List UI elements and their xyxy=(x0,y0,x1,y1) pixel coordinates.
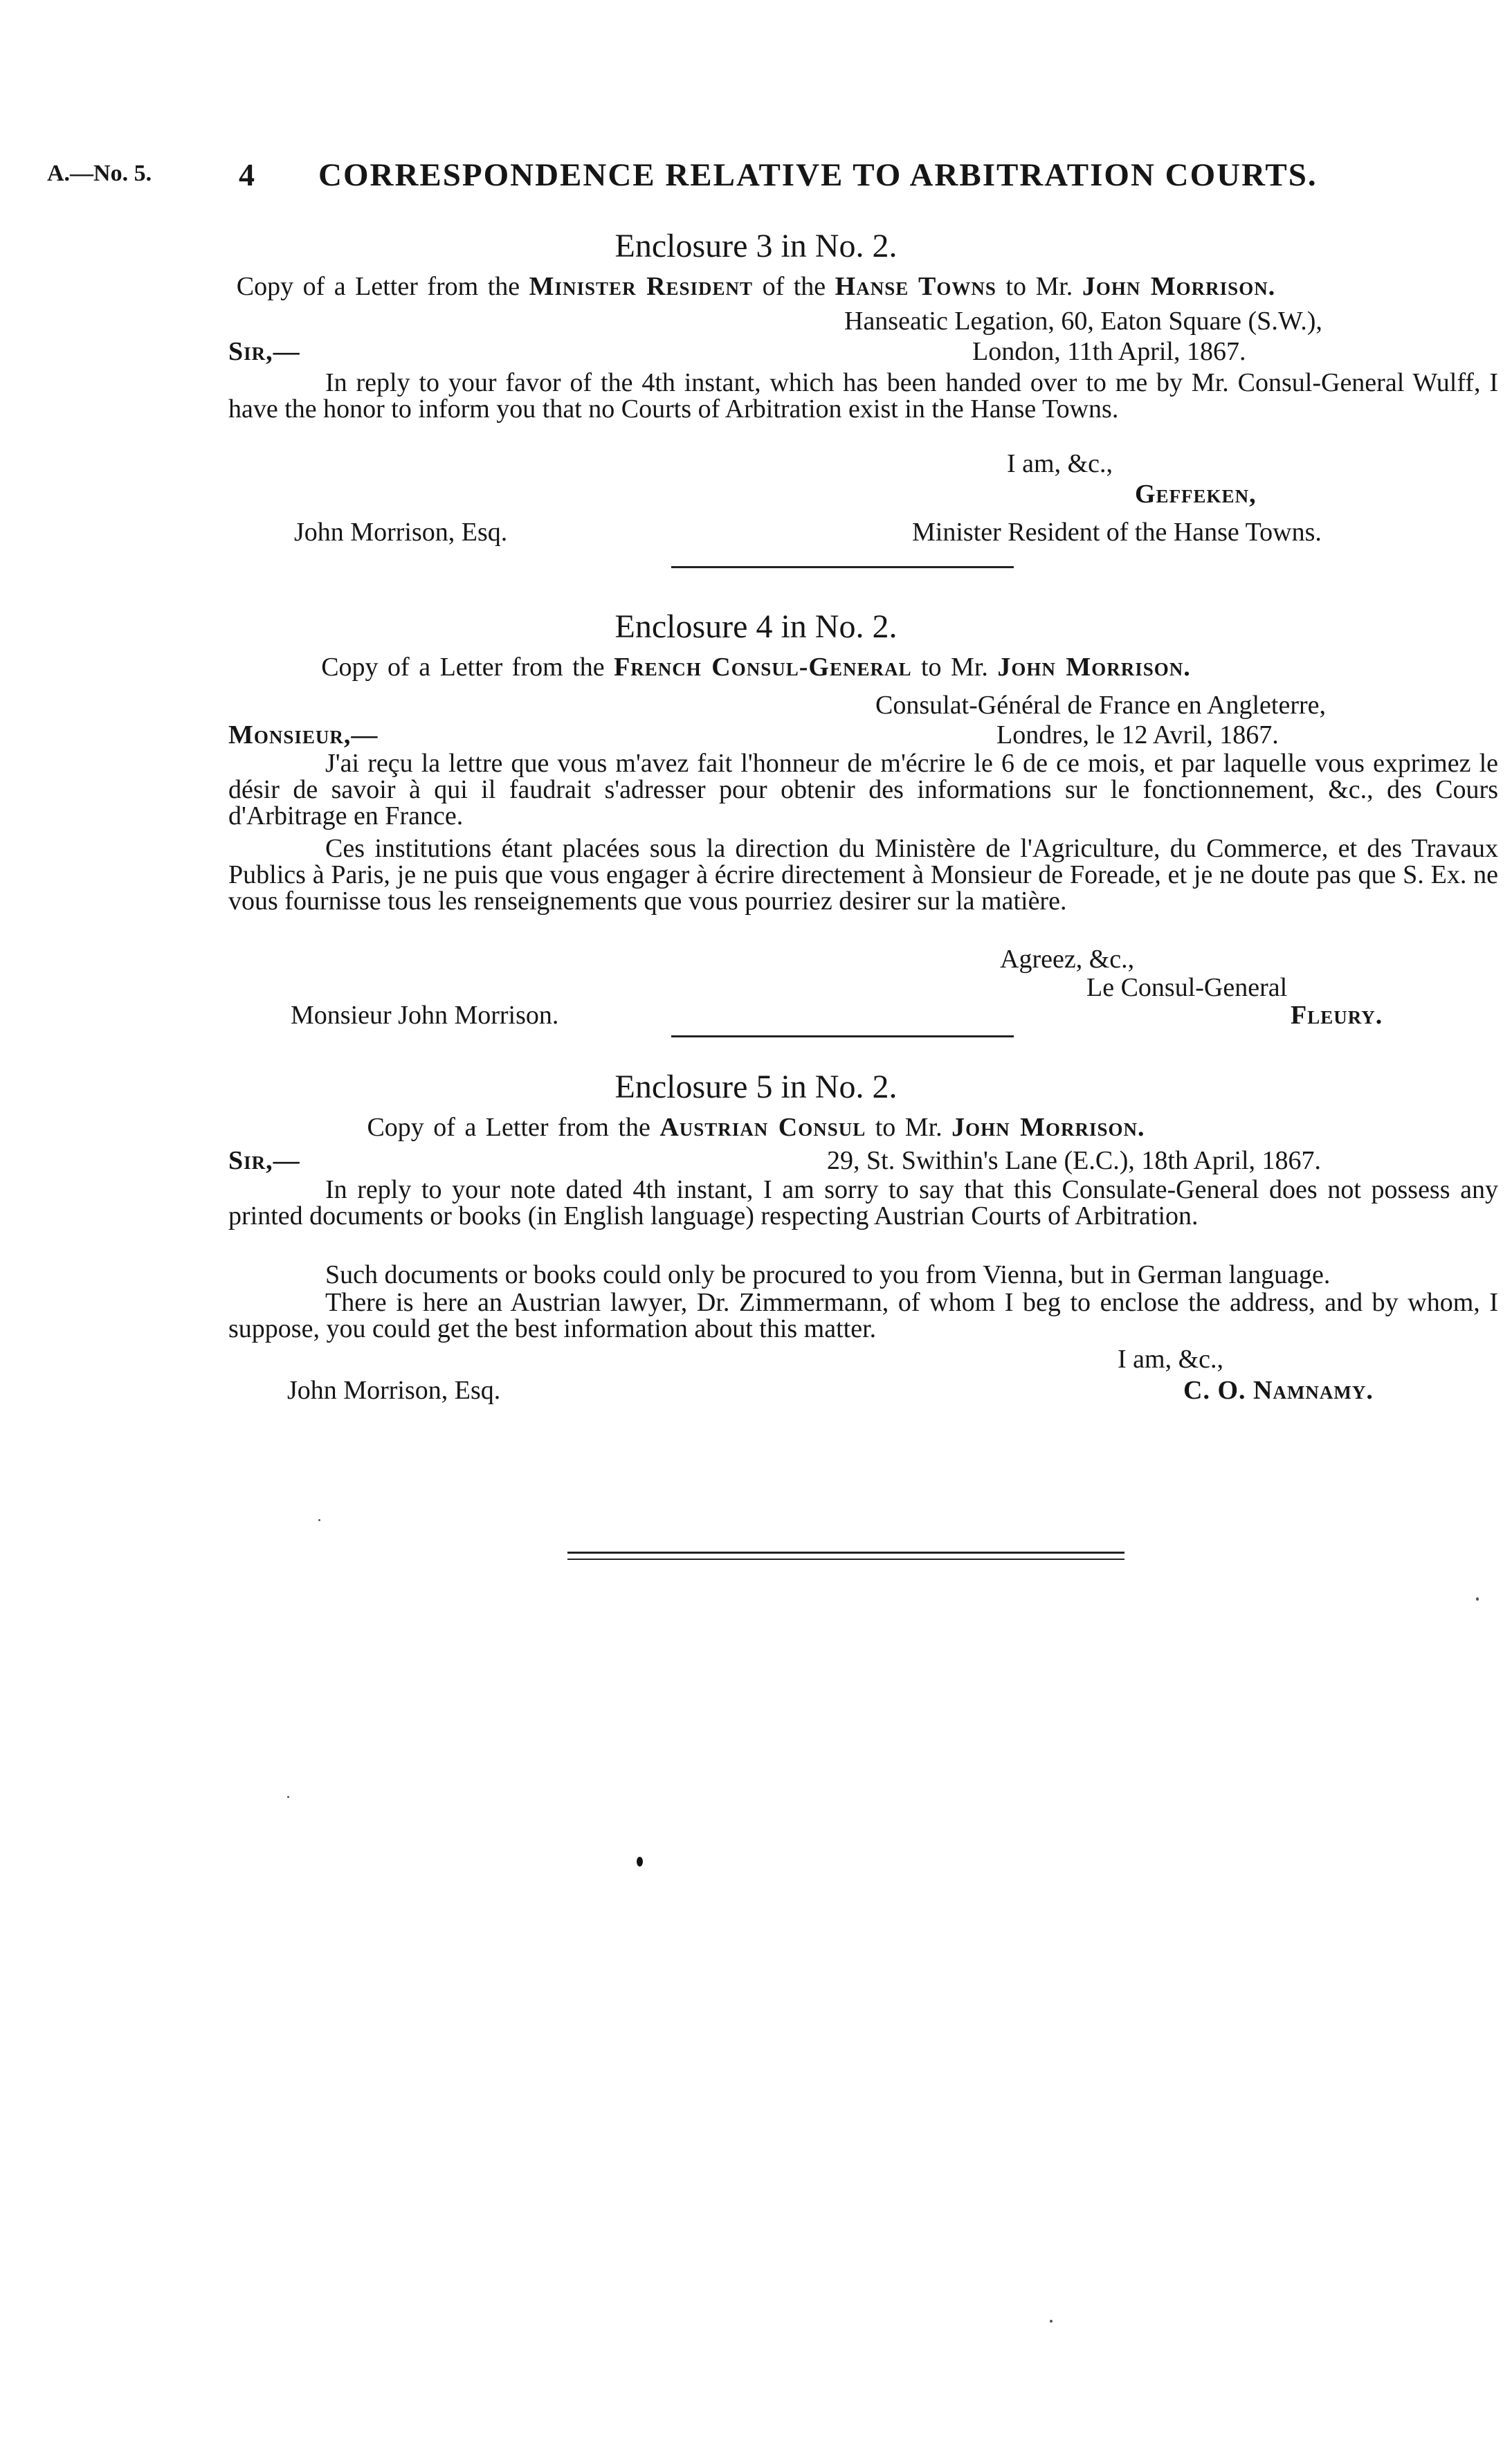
scan-speck xyxy=(1476,1597,1479,1601)
scan-speck xyxy=(287,1796,289,1798)
subtitle-sender: French Consul-General xyxy=(614,653,912,682)
subtitle-text: Copy of a Letter from the xyxy=(367,1113,650,1142)
subtitle-text: to Mr. xyxy=(875,1113,942,1142)
enclosure-3-address-line-2: London, 11th April, 1867. xyxy=(972,337,1246,366)
enclosure-3-signature: Geffeken, xyxy=(1135,480,1257,509)
enclosure-3-body xyxy=(228,370,1498,422)
subtitle-text: of the xyxy=(762,272,826,301)
enclosure-5-address: 29, St. Swithin's Lane (E.C.), 18th April, 1867. xyxy=(827,1146,1322,1175)
body-text: In reply to your favor of the 4th instant, which has been handed over to me by Mr. Consul-General Wulff, I have the honor to inform you that no Courts of Arbitration exist in the Hanse Towns. xyxy=(228,368,1498,424)
enclosure-4-paragraph-1 xyxy=(228,750,1498,829)
end-double-rule-bottom xyxy=(567,1559,1124,1560)
subtitle-sender: Minister Resident xyxy=(529,272,754,301)
body-text: There is here an Austrian lawyer, Dr. Zimmermann, of whom I beg to enclose the address, and by whom, I suppose, you could get the best information about this matter. xyxy=(228,1288,1498,1343)
enclosure-4-signature-title: Le Consul-General xyxy=(1086,973,1288,1002)
subtitle-text: to Mr. xyxy=(1005,272,1073,301)
enclosure-4-address-line-1: Consulat-Général de France en Angleterre, xyxy=(875,691,1327,720)
subtitle-text: to Mr. xyxy=(921,653,988,682)
enclosure-3-closing: I am, &c., xyxy=(1007,449,1113,478)
enclosure-3-addressee: John Morrison, Esq. xyxy=(294,518,508,547)
enclosure-3-heading: Enclosure 3 in No. 2. xyxy=(614,228,898,264)
subtitle-place: Hanse Towns xyxy=(835,272,996,301)
subtitle-sender: Austrian Consul xyxy=(659,1113,866,1142)
enclosure-5-salutation: Sir,— xyxy=(228,1146,300,1175)
subtitle-recipient: John Morrison. xyxy=(1082,272,1276,301)
body-text: J'ai reçu la lettre que vous m'avez fait l'honneur de m'écrire le 6 de ce mois, et par laquelle vous exprimez le désir de savoir à qui il faudrait s'adresser pour obtenir des informations sur le fonctionnement, &c., des Cours d'Arbitrage en France. xyxy=(228,749,1498,830)
enclosure-3-address-line-1: Hanseatic Legation, 60, Eaton Square (S.W.), xyxy=(844,307,1322,336)
end-double-rule-top xyxy=(567,1552,1124,1554)
enclosure-5-paragraph-3 xyxy=(228,1289,1498,1342)
subtitle-recipient: John Morrison. xyxy=(997,653,1191,682)
enclosure-5-closing: I am, &c., xyxy=(1118,1345,1224,1374)
enclosure-4-address-line-2: Londres, le 12 Avril, 1867. xyxy=(996,720,1279,750)
enclosure-3-signature-title: Minister Resident of the Hanse Towns. xyxy=(912,518,1322,547)
enclosure-4-closing: Agreez, &c., xyxy=(1000,945,1135,974)
enclosure-5-paragraph-1 xyxy=(228,1177,1498,1229)
running-title: CORRESPONDENCE RELATIVE TO ARBITRATION COURTS. xyxy=(318,157,1318,193)
body-text: Ces institutions étant placées sous la direction du Ministère de l'Agriculture, du Commerce, et des Travaux Publics à Paris, je ne puis que vous engager à écrire directement à Monsieur de Foreade, et je ne doute pas que S. Ex. ne vous fournisse tous les renseignements que vous pourriez desirer sur la matière. xyxy=(228,834,1498,916)
enclosure-4-paragraph-2 xyxy=(228,835,1498,914)
subtitle-text: Copy of a Letter from the xyxy=(321,653,605,682)
enclosure-3-subtitle xyxy=(0,273,1512,300)
enclosure-5-paragraph-2 xyxy=(228,1262,1498,1288)
enclosure-3-salutation: Sir,— xyxy=(228,337,300,366)
enclosure-4-salutation: Monsieur,— xyxy=(228,720,379,750)
margin-reference: A.—No. 5. xyxy=(47,161,152,186)
scan-speck xyxy=(1050,2320,1053,2323)
scan-speck xyxy=(637,1857,643,1867)
page-number: 4 xyxy=(239,157,255,192)
enclosure-5-heading: Enclosure 5 in No. 2. xyxy=(614,1069,898,1105)
scan-speck xyxy=(318,1519,320,1521)
enclosure-4-addressee: Monsieur John Morrison. xyxy=(291,1001,559,1030)
body-text: In reply to your note dated 4th instant, I am sorry to say that this Consulate-General does not possess any printed documents or books (in English language) respecting Austrian Courts of Arbitration. xyxy=(228,1175,1498,1230)
enclosure-4-subtitle xyxy=(0,654,1512,680)
subtitle-text: Copy of a Letter from the xyxy=(236,272,520,301)
section-divider xyxy=(671,566,1014,568)
body-text: Such documents or books could only be procured to you from Vienna, but in German language. xyxy=(325,1260,1331,1289)
subtitle-recipient: John Morrison. xyxy=(951,1113,1145,1142)
enclosure-5-addressee: John Morrison, Esq. xyxy=(287,1376,501,1405)
enclosure-4-heading: Enclosure 4 in No. 2. xyxy=(614,608,898,645)
enclosure-5-signature: C. O. Namnamy. xyxy=(1183,1376,1374,1405)
section-divider xyxy=(671,1035,1014,1037)
enclosure-5-subtitle xyxy=(0,1114,1512,1141)
enclosure-4-signature: Fleury. xyxy=(1291,1001,1383,1030)
